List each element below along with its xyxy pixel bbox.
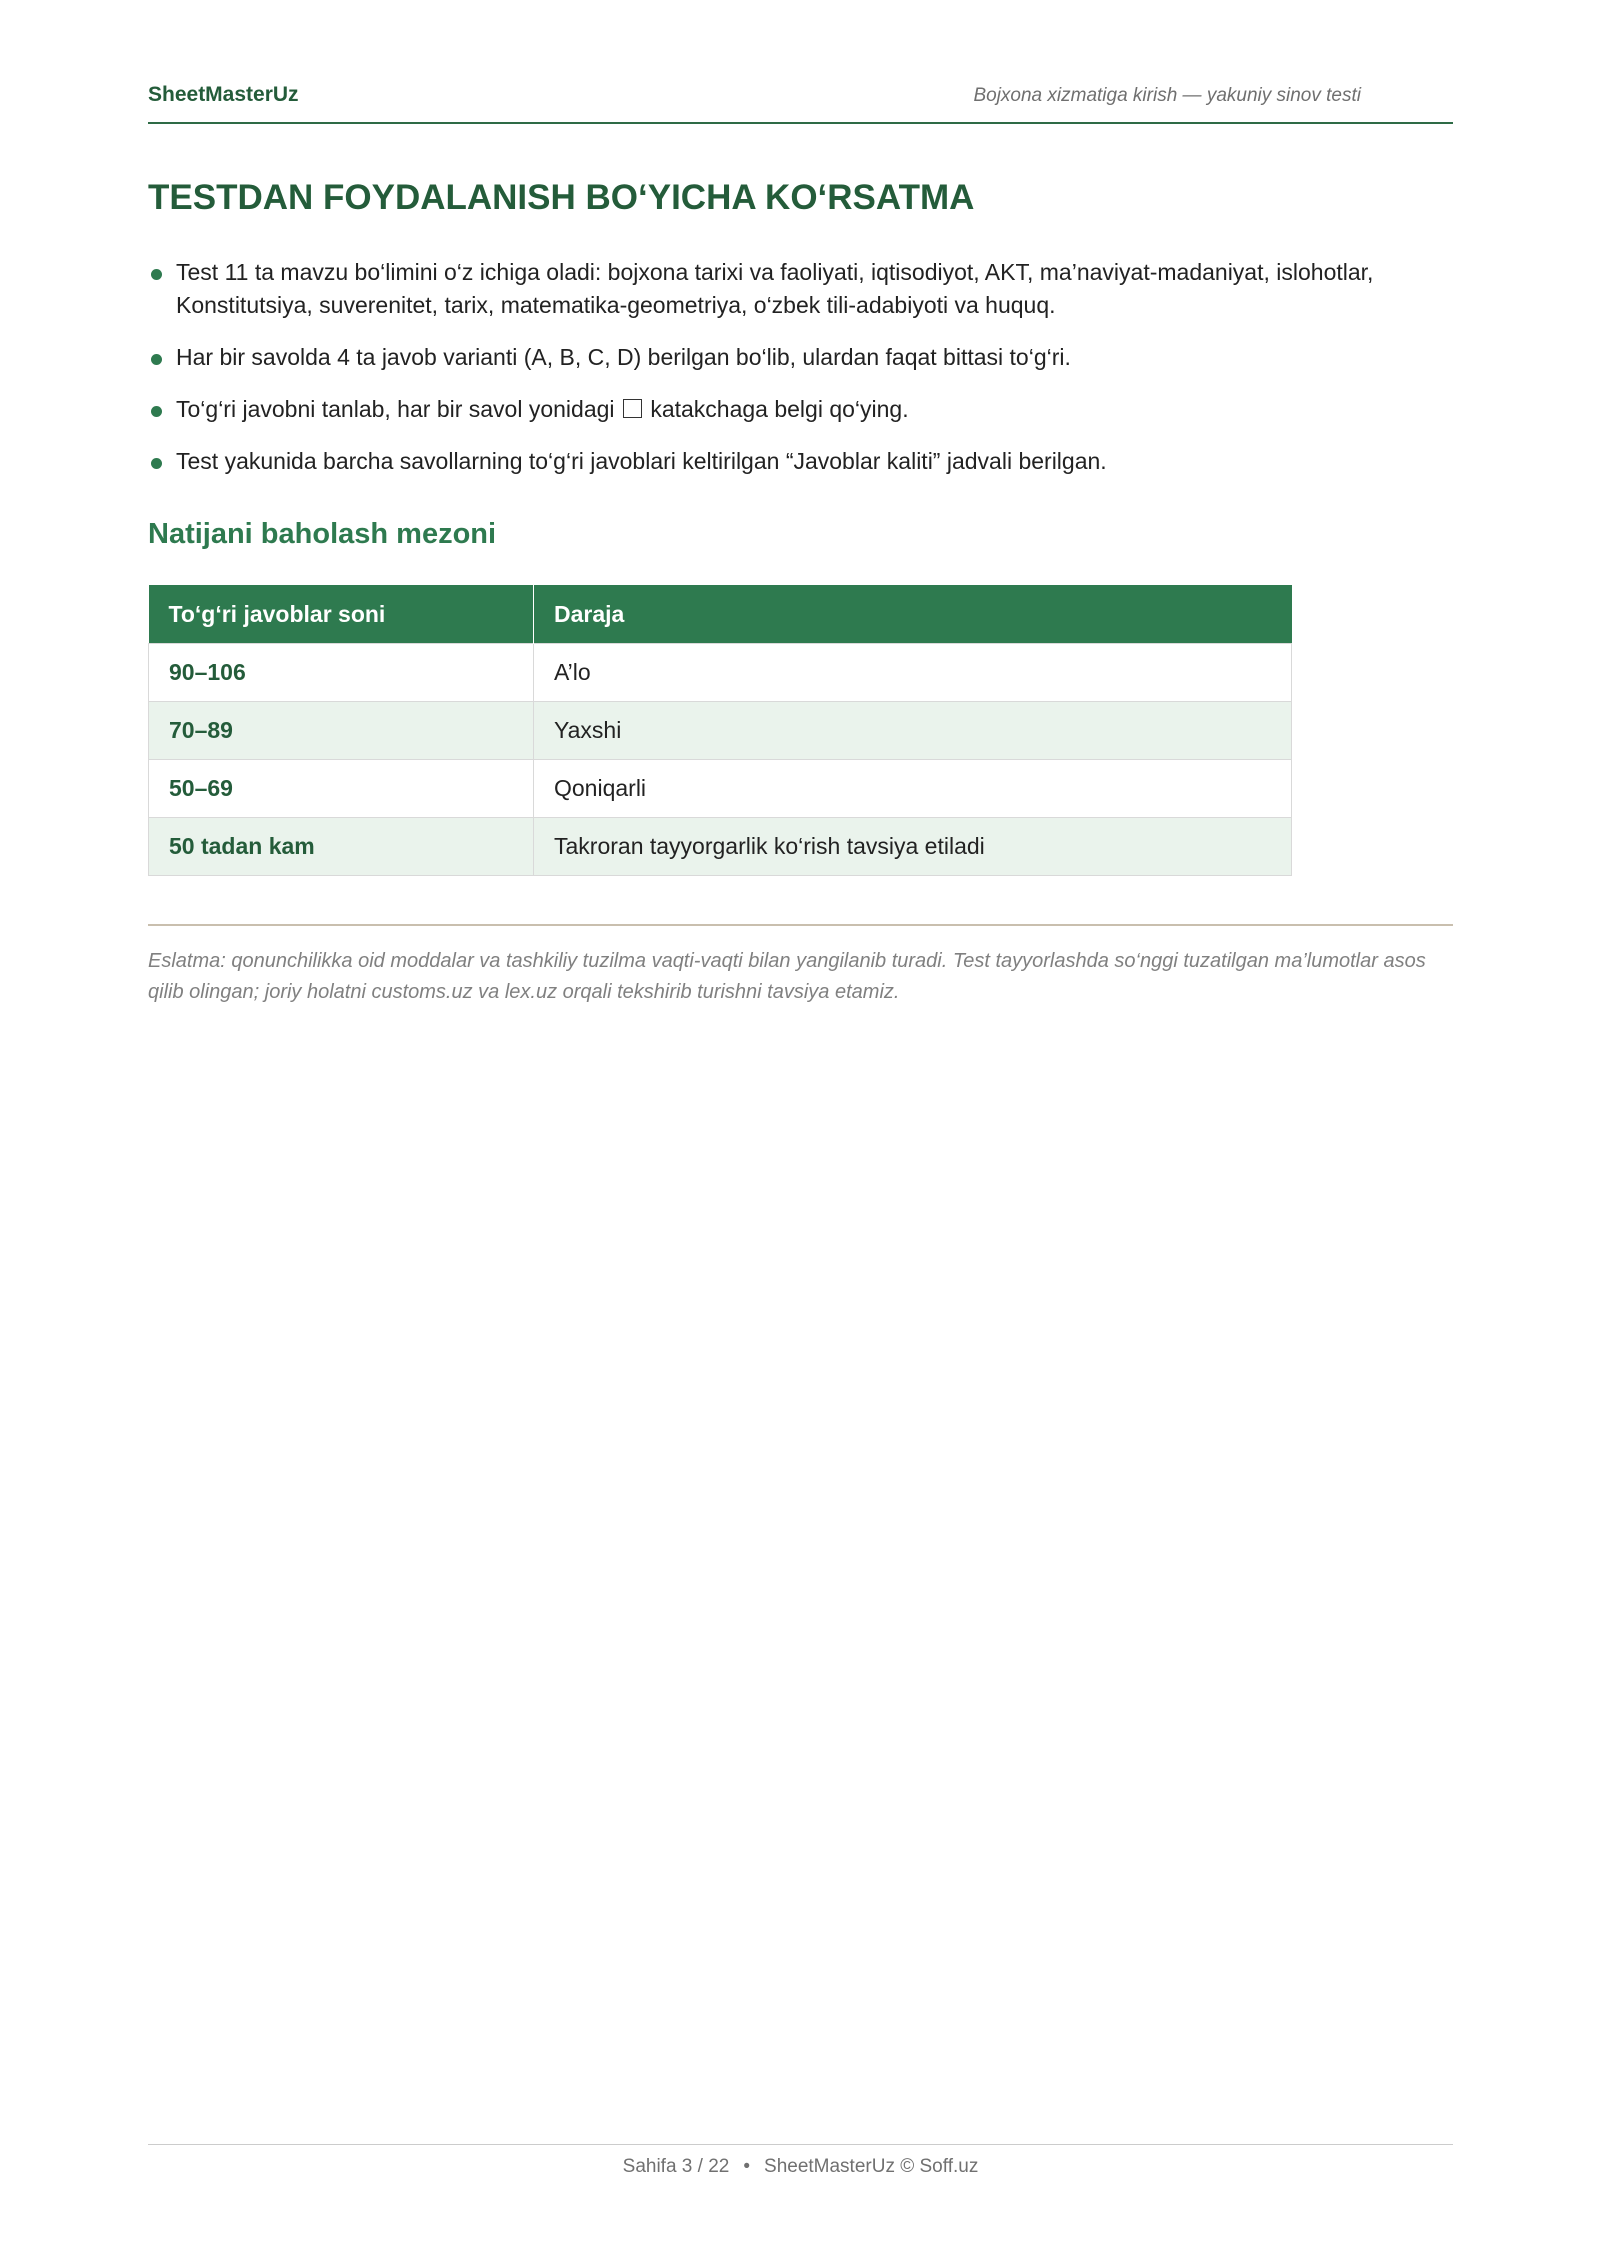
list-item bbox=[148, 445, 1418, 478]
table-cell-grade: Takroran tayyorgarlik ko‘rish tavsiya etiladi bbox=[534, 818, 1292, 876]
table-row bbox=[149, 702, 1292, 760]
bullet-icon bbox=[151, 458, 162, 469]
bullet-icon bbox=[151, 354, 162, 365]
brand-name: SheetMasterUz bbox=[148, 83, 299, 106]
page-header bbox=[148, 80, 1453, 124]
table-row bbox=[149, 818, 1292, 876]
document-page bbox=[148, 0, 1453, 2262]
bullet-icon bbox=[151, 269, 162, 280]
list-item bbox=[148, 256, 1418, 322]
list-item-text-before: To‘g‘ri javobni tanlab, har bir savol yonidagi bbox=[176, 396, 615, 422]
table-row bbox=[149, 760, 1292, 818]
main-heading: TESTDAN FOYDALANISH BO‘YICHA KO‘RSATMA bbox=[148, 178, 975, 217]
document-title: Bojxona xizmatiga kirish — yakuniy sinov testi bbox=[973, 85, 1361, 106]
column-header-correct-answers: To‘g‘ri javoblar soni bbox=[149, 585, 534, 644]
list-item-text: Test yakunida barcha savollarning to‘g‘ri javoblari keltirilgan “Javoblar kaliti” jadvali berilgan. bbox=[176, 448, 1107, 474]
list-item-text: Test 11 ta mavzu bo‘limini o‘z ichiga oladi: bojxona tarixi va faoliyati, iqtisodiyot, AKT, ma’naviyat-madaniyat, islohotlar, Konstitutsiya, suverenitet, tarix, matematika-geometriya, o‘zbek tili-adabiyoti va huquq. bbox=[176, 259, 1374, 318]
list-item bbox=[148, 341, 1418, 374]
footer-copyright: SheetMasterUz © Soff.uz bbox=[764, 2156, 979, 2177]
table-cell-grade: A’lo bbox=[534, 644, 1292, 702]
list-item-text: Har bir savolda 4 ta javob varianti (A, B, C, D) berilgan bo‘lib, ulardan faqat bittasi to‘g‘ri. bbox=[176, 344, 1071, 370]
instruction-list bbox=[148, 256, 1418, 497]
table-cell-grade: Yaxshi bbox=[534, 702, 1292, 760]
bullet-icon bbox=[151, 406, 162, 417]
footer-separator: • bbox=[743, 2156, 751, 2177]
table-cell-range: 70–89 bbox=[149, 702, 534, 760]
page-footer bbox=[148, 2156, 1453, 2178]
table-header-row bbox=[149, 585, 1292, 644]
list-item bbox=[148, 393, 1418, 426]
footnote: Eslatma: qonunchilikka oid moddalar va tashkiliy tuzilma vaqti-vaqti bilan yangilanib turadi. Test tayyorlashda so‘nggi tuzatilgan ma’lumotlar asos qilib olingan; joriy holatni customs.uz va lex.uz orqali tekshirib turishni tavsiya etamiz. bbox=[148, 950, 1426, 1003]
table-cell-range: 90–106 bbox=[149, 644, 534, 702]
section-heading: Natijani baholash mezoni bbox=[148, 518, 497, 550]
footer-divider bbox=[148, 2144, 1453, 2145]
table-row bbox=[149, 644, 1292, 702]
page-number: Sahifa 3 / 22 bbox=[622, 2156, 730, 2177]
table-cell-range: 50–69 bbox=[149, 760, 534, 818]
checkbox-icon bbox=[623, 399, 642, 418]
table-cell-range: 50 tadan kam bbox=[149, 818, 534, 876]
column-header-grade: Daraja bbox=[534, 585, 1292, 644]
table-cell-grade: Qoniqarli bbox=[534, 760, 1292, 818]
section-divider bbox=[148, 924, 1453, 926]
grading-table bbox=[148, 585, 1292, 876]
list-item-text-after: katakchaga belgi qo‘ying. bbox=[650, 396, 909, 422]
